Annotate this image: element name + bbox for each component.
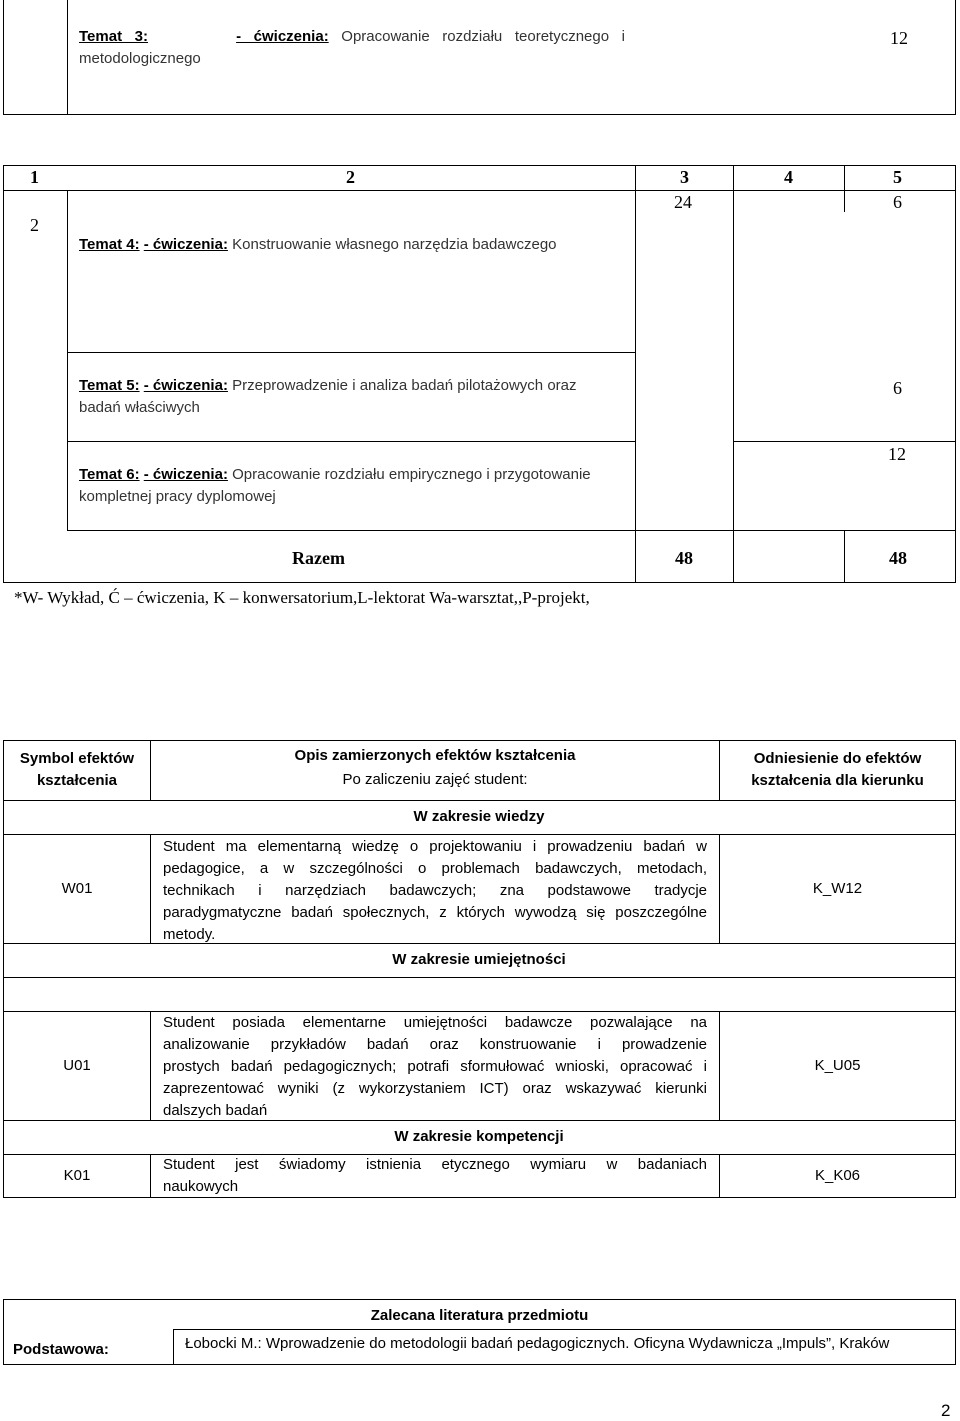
- header-symbol-line2: kształcenia: [36, 772, 118, 789]
- u01-line-5: dalszych badań: [163, 1102, 268, 1119]
- header-opis-line1: Opis zamierzonych efektów kształcenia: [294, 747, 576, 764]
- k01-line-1: Student jest świadomy istnienia etycznego wymiaru w badaniach: [163, 1156, 707, 1173]
- u01-ref: K_U05: [814, 1057, 861, 1074]
- footnote: *W- Wykład, Ć – ćwiczenia, K – konwersatorium,L-lektorat Wa-warsztat,,P-projekt,: [14, 588, 590, 607]
- w01-line-5: metody.: [163, 926, 216, 943]
- w01-line-4: paradygmatyczne badań społecznych, z których wywodzą się poszczególne: [163, 904, 707, 921]
- w01-line-3: technikach i narzędziach badawczych; zna podstawowe tradycje: [163, 882, 707, 899]
- temat5-text2: badań właściwych: [79, 399, 200, 416]
- section-kompetencje: W zakresie kompetencji: [394, 1128, 564, 1145]
- k01-line-2: naukowych: [163, 1178, 239, 1195]
- k01-ref: K_K06: [814, 1167, 861, 1184]
- literature-item: Łobocki M.: Wprowadzenie do metodologii badań pedagogicznych. Oficyna Wydawnicza „Impuls”, Kraków: [185, 1335, 890, 1352]
- temat6-label: Temat 6:: [79, 466, 140, 483]
- temat4-label: Temat 4:: [79, 236, 140, 253]
- razem-label: Razem: [292, 548, 345, 568]
- col-header-3: 3: [680, 167, 689, 187]
- w01-line-1: Student ma elementarną wiedzę o projektowaniu i prowadzeniu badań w: [163, 838, 707, 855]
- u01-symbol: U01: [63, 1057, 91, 1074]
- u01-description: [163, 1012, 707, 1122]
- w01-line-2: pedagogice, a w szczególności o problemach badawczych, metodach,: [163, 860, 707, 877]
- razem-value-2: 48: [889, 548, 907, 568]
- temat3-hours: 12: [890, 28, 908, 48]
- col-header-1: 1: [30, 167, 39, 187]
- literature-title: Zalecana literatura przedmiotu: [370, 1307, 589, 1324]
- temat3-text2: metodologicznego: [79, 50, 201, 67]
- temat6-line1: [79, 464, 591, 486]
- header-odn-line2: kształcenia dla kierunku: [751, 772, 924, 789]
- temat4-text: Konstruowanie własnego narzędzia badawczego: [232, 236, 557, 253]
- w01-ref: K_W12: [812, 880, 863, 897]
- u01-line-1: Student posiada elementarne umiejętności badawcze pozwalające na: [163, 1014, 707, 1031]
- temat3-text1: Opracowanie rozdziału teoretycznego i: [341, 28, 625, 45]
- row2-hours-2: 6: [893, 192, 902, 212]
- u01-line-2: analizowanie przykładów badań oraz konstruowanie i prowadzenie: [163, 1036, 707, 1053]
- header-opis-line2: Po zaliczeniu zajęć student:: [342, 771, 528, 788]
- temat6-text1: Opracowanie rozdziału empirycznego i przygotowanie: [232, 466, 591, 483]
- u01-line-4: zaprezentować wyniki (z wykorzystaniem ICT) oraz wskazywać kierunki: [163, 1080, 707, 1097]
- col-header-2: 2: [346, 167, 355, 187]
- literature-label: Podstawowa:: [13, 1341, 109, 1358]
- temat4-line: [79, 234, 557, 256]
- header-odn-line1: Odniesienie do efektów: [753, 750, 922, 767]
- temat5-hours: 6: [893, 378, 902, 398]
- row2-lp: 2: [30, 215, 39, 235]
- page-number: 2: [941, 1401, 951, 1420]
- section-umiejetnosci: W zakresie umiejętności: [392, 951, 566, 968]
- u01-line-3: prostych badań pedagogicznych; potrafi sformułować wnioski, opracować i: [163, 1058, 707, 1075]
- col-header-4: 4: [784, 167, 793, 187]
- w01-symbol: W01: [61, 880, 93, 897]
- col-header-5: 5: [893, 167, 902, 187]
- temat3-line1: [79, 26, 625, 48]
- temat5-dash: - ćwiczenia:: [143, 377, 228, 394]
- w01-description: [163, 836, 707, 946]
- temat6-hours: 12: [888, 444, 906, 464]
- k01-description: [163, 1154, 707, 1198]
- k01-symbol: K01: [63, 1167, 91, 1184]
- temat5-line1: [79, 375, 577, 397]
- temat5-text1: Przeprowadzenie i analiza badań pilotażowych oraz: [232, 377, 577, 394]
- temat4-dash: - ćwiczenia:: [143, 236, 228, 253]
- row2-hours-1: 24: [674, 192, 692, 212]
- temat6-text2: kompletnej pracy dyplomowej: [79, 488, 276, 505]
- temat6-dash: - ćwiczenia:: [143, 466, 228, 483]
- header-symbol: [4, 748, 150, 792]
- header-opis: [151, 745, 719, 791]
- header-symbol-line1: Symbol efektów: [19, 750, 135, 767]
- temat5-label: Temat 5:: [79, 377, 140, 394]
- header-odniesienie: [720, 748, 955, 792]
- temat3-dash: - ćwiczenia:: [236, 28, 329, 45]
- section-wiedza: W zakresie wiedzy: [413, 808, 545, 825]
- temat3-label: Temat 3:: [79, 28, 148, 45]
- razem-value-1: 48: [675, 548, 693, 568]
